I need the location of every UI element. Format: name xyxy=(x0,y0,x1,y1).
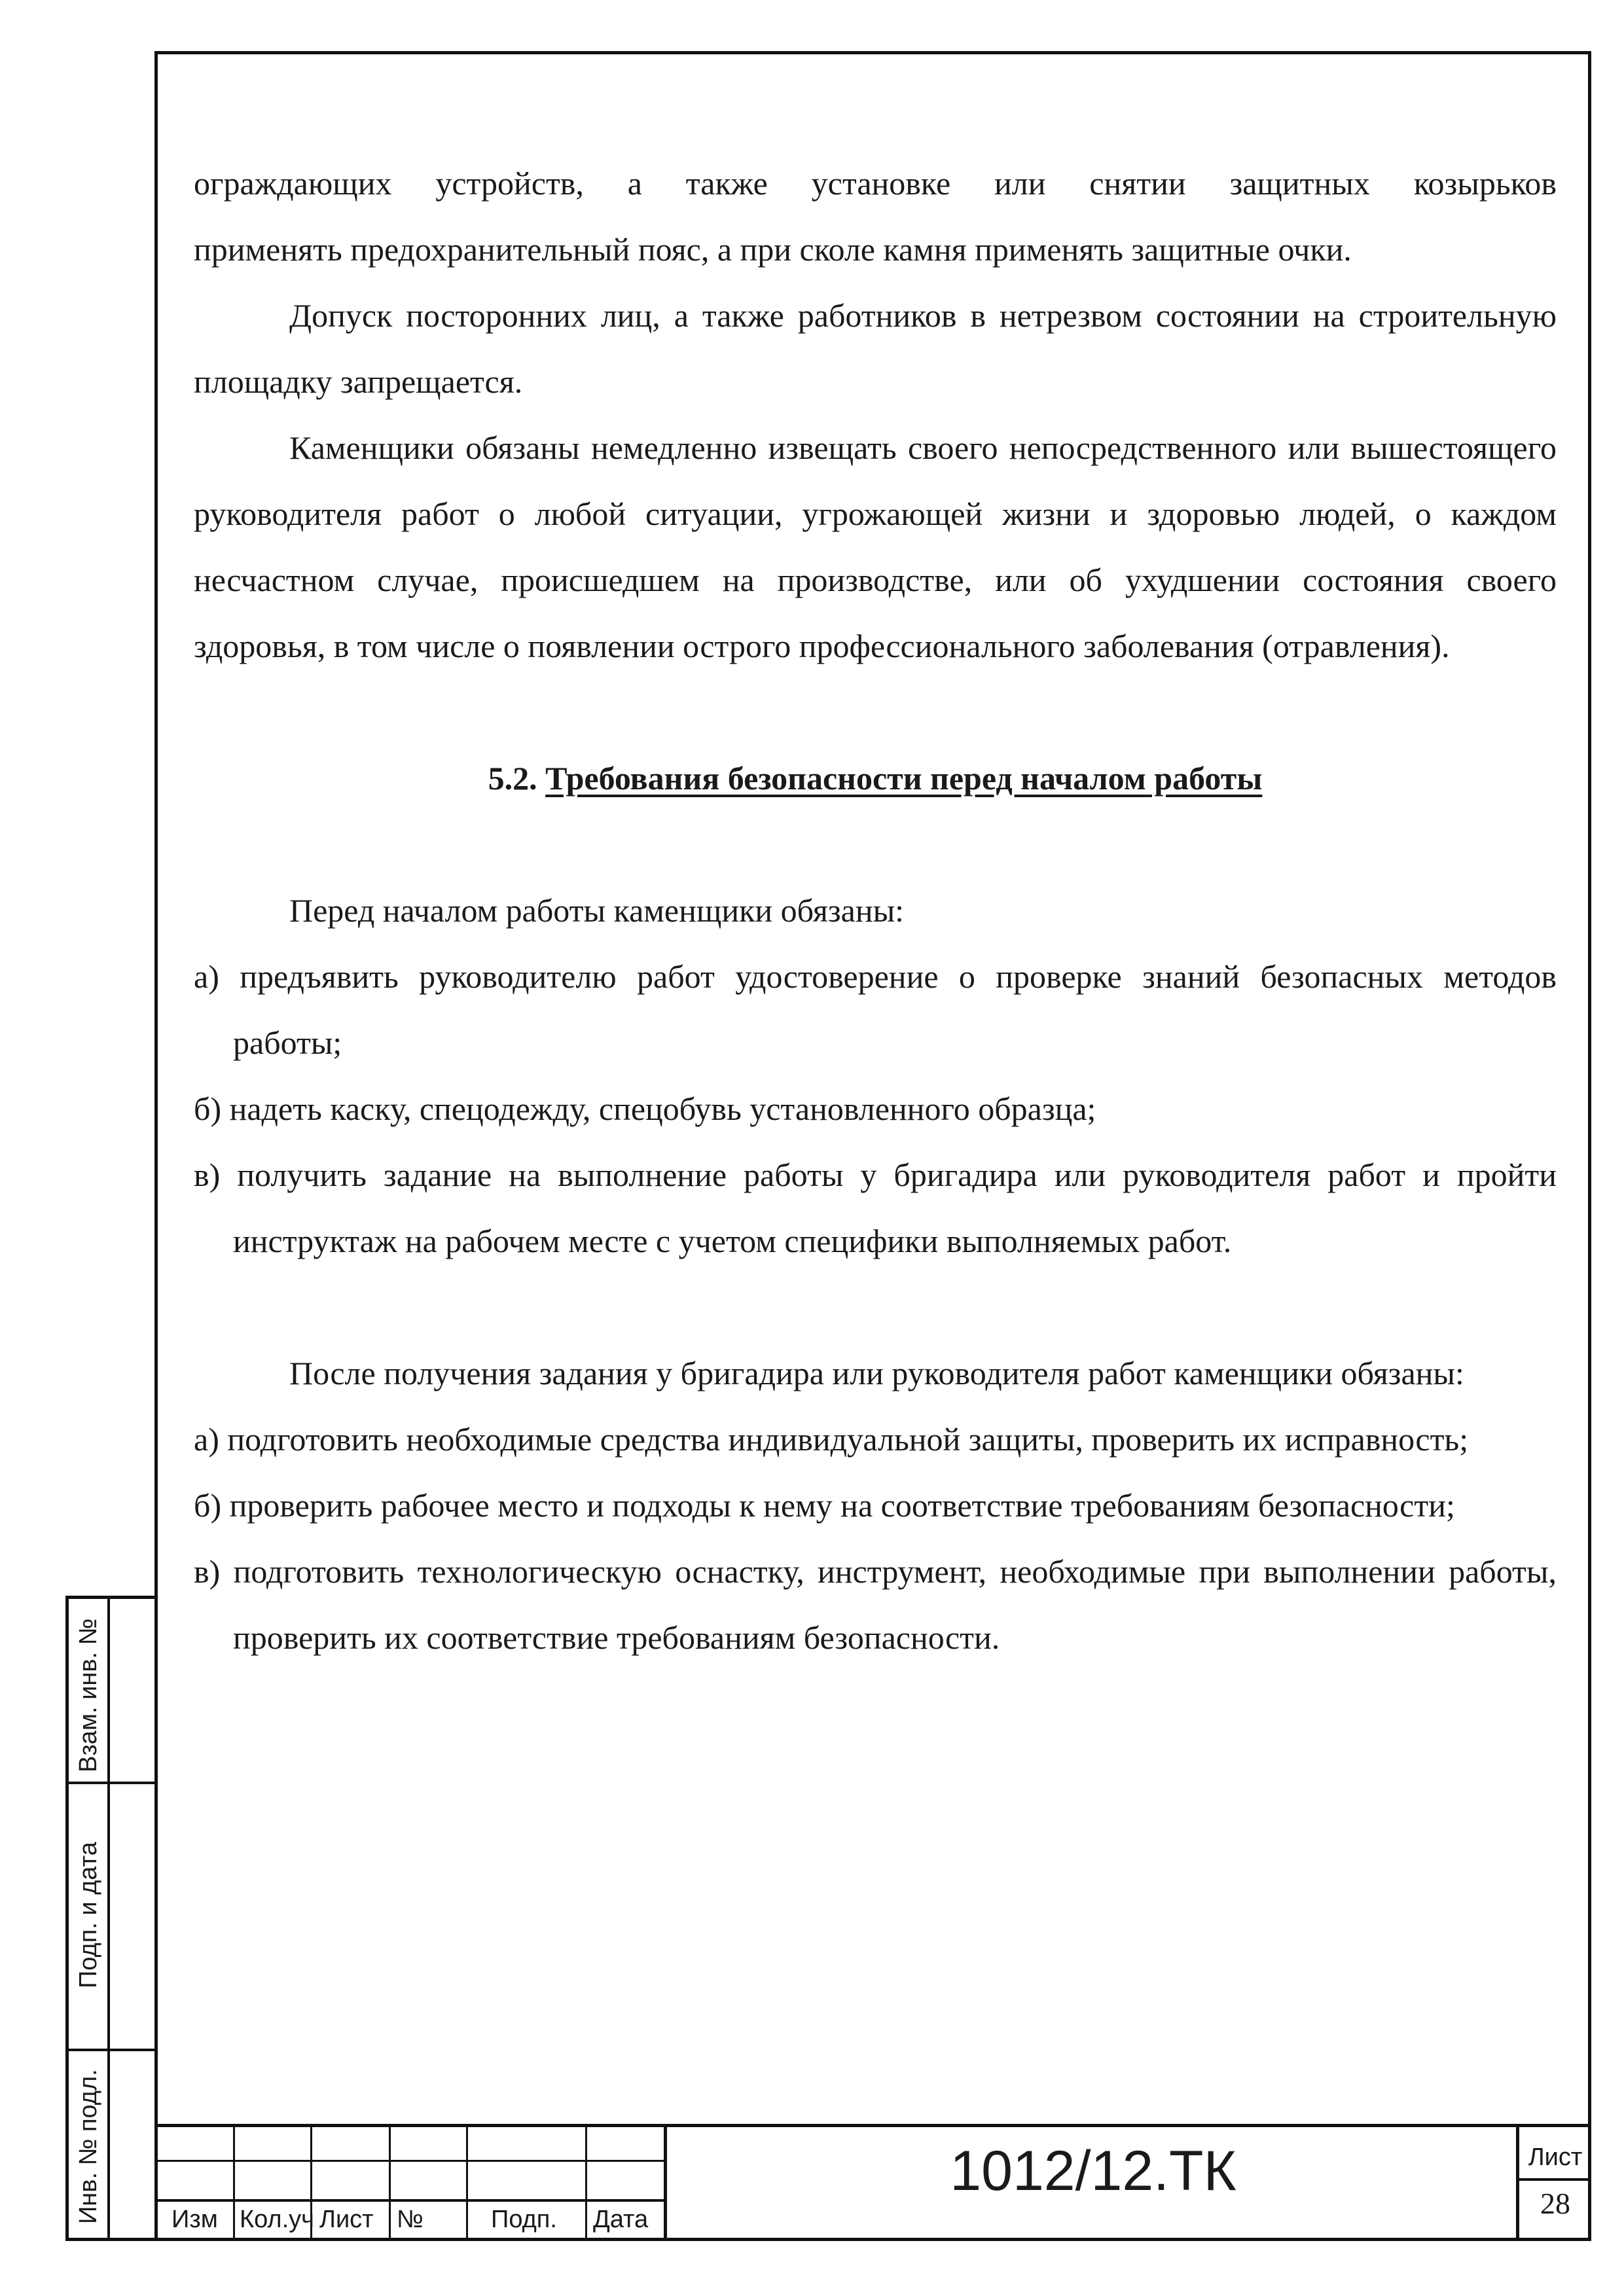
side-label-signature-date: Подп. и дата xyxy=(75,1842,102,1988)
list-intro-2: После получения задания у бригадира или руководителя работ каменщики обязаны: xyxy=(289,1355,1464,1391)
paragraph-1: ограждающих устройств, а также установке или снятии защитных козырьков xyxy=(194,165,1557,202)
section-heading xyxy=(194,745,1557,812)
col-header-num: № xyxy=(397,2206,424,2233)
document-body xyxy=(194,151,1557,1671)
section-title: Требования безопасности перед началом работы xyxy=(545,760,1263,797)
side-stamp-strip xyxy=(65,1596,154,2241)
list-2-item-c: в) подготовить технологическую оснастку, инструмент, необходимые при выполнении работы, проверить их соответствие требованиям безопасности. xyxy=(194,1553,1557,1656)
col-header-izm: Изм xyxy=(171,2206,218,2233)
list-2-item-b: б) проверить рабочее место и подходы к нему на соответствие требованиям безопасности; xyxy=(194,1487,1455,1524)
list-2-item-a: а) подготовить необходимые средства индивидуальной защиты, проверить их исправность; xyxy=(194,1421,1469,1458)
col-header-podp: Подп. xyxy=(491,2206,557,2233)
section-number: 5.2. xyxy=(488,760,537,797)
sheet-number: 28 xyxy=(1540,2187,1570,2220)
list-1-item-a: а) предъявить руководителю работ удостоверение о проверке знаний безопасных методов работы; xyxy=(194,958,1557,1061)
list-1-item-c: в) получить задание на выполнение работы у бригадира или руководителя работ и пройти инструктаж на рабочем месте с учетом специфики выполняемых работ. xyxy=(194,1157,1557,1259)
side-label-replacement-inv: Взам. инв. № xyxy=(75,1618,102,1772)
col-header-data: Дата xyxy=(593,2206,649,2233)
sheet-label: Лист xyxy=(1528,2144,1583,2171)
paragraph-1-continued: применять предохранительный пояс, а при сколе камня применять защитные очки. xyxy=(194,231,1352,268)
list-1-item-b: б) надеть каску, спецодежду, спецобувь установленного образца; xyxy=(194,1090,1096,1127)
paragraph-3: Каменщики обязаны немедленно извещать своего непосредственного или вышестоящего руководителя работ о любой ситуации, угрожающей жизни и здоровью людей, о каждом несчастном случае, происшедшем на производстве, или об ухудшении состояния своего здоровья, в том числе о появлении острого профессионального заболевания (отравления). xyxy=(194,429,1557,664)
paragraph-2: Допуск посторонних лиц, а также работников в нетрезвом состоянии на строительную площадку запрещается. xyxy=(194,297,1557,400)
col-header-list: Лист xyxy=(319,2206,374,2233)
col-header-kol: Кол.уч xyxy=(240,2206,314,2233)
side-label-original-inv: Инв. № подл. xyxy=(75,2069,102,2224)
list-intro-1: Перед началом работы каменщики обязаны: xyxy=(289,892,905,929)
document-code: 1012/12.ТК xyxy=(950,2140,1236,2202)
